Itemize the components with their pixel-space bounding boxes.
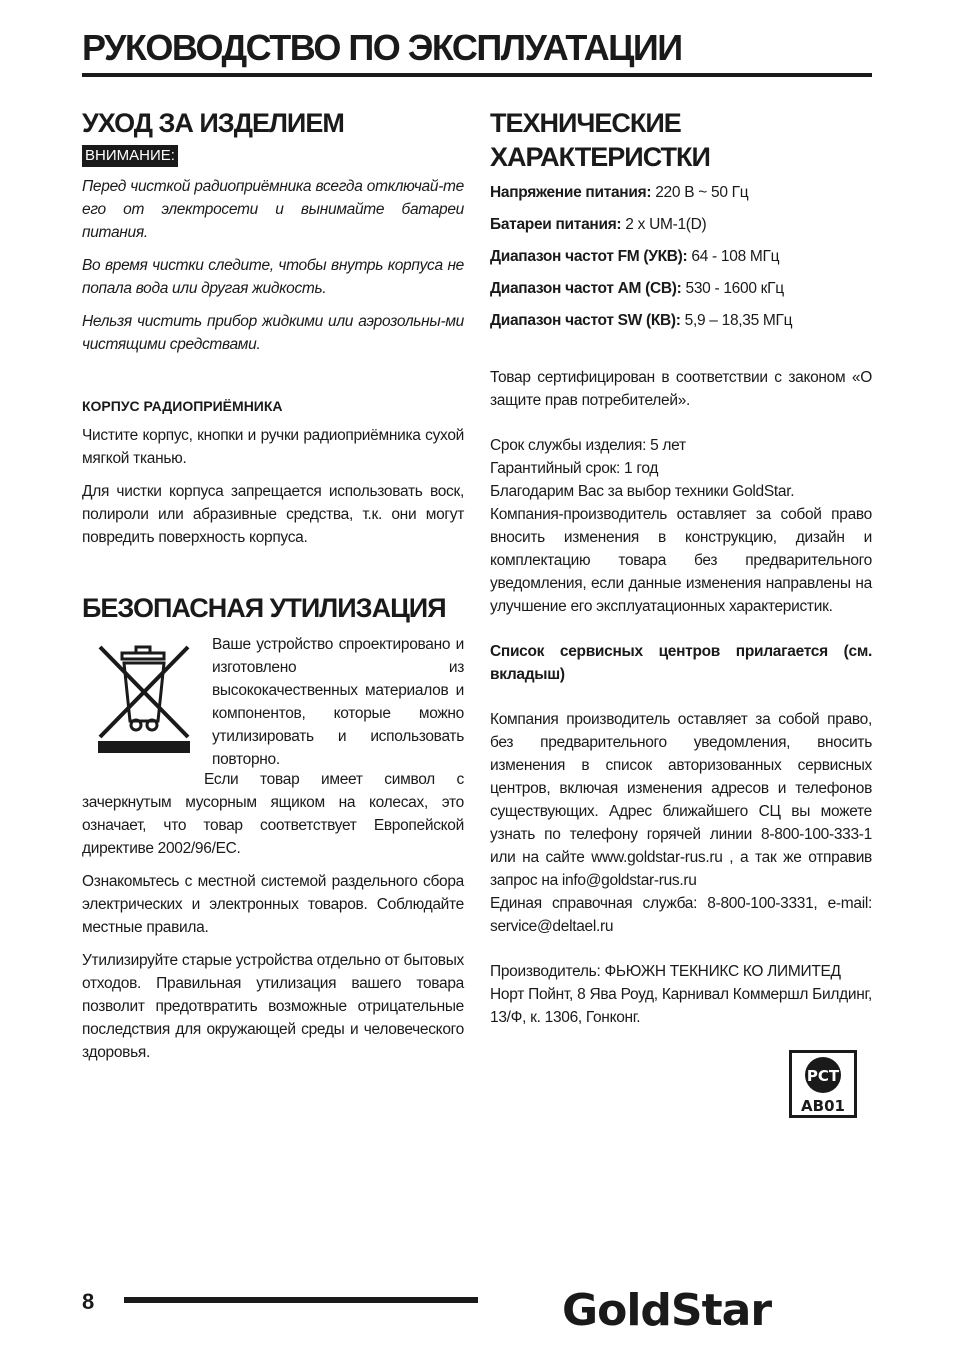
spec-value: 2 x UM-1(D) [621, 216, 707, 233]
care-warning-1: Перед чисткой радиоприёмника всегда отключай-те его от электросети и вынимайте батареи питания. [82, 178, 464, 241]
thanks-text: Благодарим Вас за выбор техники GoldStar. [490, 483, 795, 500]
specs-list [490, 181, 872, 332]
warning-badge: ВНИМАНИЕ: [82, 145, 178, 167]
spec-label: Диапазон частот FM (УКВ): [490, 248, 688, 265]
right-column [490, 106, 872, 1029]
spec-label: Диапазон частот SW (КВ): [490, 312, 681, 329]
care-warning-2: Во время чистки следите, чтобы внутрь корпуса не попала вода или другая жидкость. [82, 257, 464, 297]
spec-value: 5,9 – 18,35 МГц [680, 312, 793, 329]
spec-row [490, 181, 872, 204]
brand-logo: GoldStar [562, 1285, 772, 1336]
housing-heading: КОРПУС РАДИОПРИЁМНИКА [82, 398, 283, 414]
manufacturer-name: Производитель: ФЬЮЖН ТЕКНИКС КО ЛИМИТЕД [490, 963, 841, 980]
spec-label: Диапазон частот AM (СВ): [490, 280, 682, 297]
title-divider [82, 73, 872, 77]
spec-row [490, 309, 872, 332]
specs-heading: ТЕХНИЧЕСКИЕ ХАРАКТЕРИСТКИ [490, 108, 710, 172]
care-warning-3: Нельзя чистить прибор жидкими или аэрозольны-ми чистящими средствами. [82, 313, 464, 353]
page-title: РУКОВОДСТВО ПО ЭКСПЛУАТАЦИИ [82, 27, 682, 68]
certification-mark [789, 1050, 857, 1118]
disposal-intro-block [82, 633, 464, 771]
housing-paragraph-2: Для чистки корпуса запрещается использовать воск, полироли или абразивные средства, т.к. они могут повредить поверхность корпуса. [82, 483, 464, 546]
service-life: Срок службы изделия: 5 лет [490, 437, 686, 454]
service-list-note: Список сервисных центров прилагается (см. вкладыш) [490, 643, 872, 683]
disposal-intro: Ваше устройство спроектировано и изготовлено из высококачественных материалов и компонентов, которые можно утилизировать и использовать повторно. [212, 636, 464, 768]
disposal-paragraph-2: Утилизируйте старые устройства отдельно от бытовых отходов. Правильная утилизация вашего товара позволит предотвратить возможные отрицательные последствия для окружающей среды и человеческого здоровья. [82, 952, 464, 1061]
footer-divider [124, 1297, 478, 1303]
spec-value: 64 - 108 МГц [687, 248, 780, 265]
spec-row [490, 213, 872, 236]
spec-row [490, 277, 872, 300]
changes-notice: Компания-производитель оставляет за собой право вносить изменения в конструкцию, дизайн и комплектацию товара без предварительного уведомления, если данные изменения направлены на улучшение его эксплуатационных характеристик. [490, 506, 872, 615]
service-centers-notice: Компания производитель оставляет за собой право, без предварительного уведомления, вносить изменения в список авторизованных сервисных центров, включая изменения адресов и телефонов существующих. Адрес ближайшего СЦ вы можете узнать по телефону горячей линии 8-800-100-333-1 или на сайте www.goldstar-rus.ru , а так же отправив запрос на info@goldstar-rus.ru [490, 711, 872, 889]
spec-value: 530 - 1600 кГц [681, 280, 784, 297]
left-column [82, 106, 464, 1064]
help-desk: Единая справочная служба: 8-800-100-3331, e-mail: service@deltael.ru [490, 895, 872, 935]
cert-symbol: РСТ [806, 1067, 840, 1085]
manufacturer-address: Норт Пойнт, 8 Ява Роуд, Карнивал Коммершл Билдинг, 13/Ф, к. 1306, Гонконг. [490, 986, 872, 1026]
disposal-heading: БЕЗОПАСНАЯ УТИЛИЗАЦИЯ [82, 593, 446, 623]
care-heading: УХОД ЗА ИЗДЕЛИЕМ [82, 108, 344, 138]
cert-code: АВ01 [801, 1097, 845, 1115]
spec-value: 220 В ~ 50 Гц [651, 184, 749, 201]
disposal-paragraph-1: Ознакомьтесь с местной системой раздельного сбора электрических и электронных товаров. Соблюдайте местные правила. [82, 873, 464, 936]
certification-text: Товар сертифицирован в соответствии с законом «О защите прав потребителей». [490, 369, 872, 409]
warranty-period: Гарантийный срок: 1 год [490, 460, 659, 477]
spec-row [490, 245, 872, 268]
spec-label: Батареи питания: [490, 216, 622, 233]
housing-paragraph-1: Чистите корпус, кнопки и ручки радиоприёмника сухой мягкой тканью. [82, 427, 464, 467]
page-number: 8 [82, 1289, 95, 1314]
crossed-bin-icon [92, 637, 196, 755]
disposal-symbol-text: Если товар имеет символ с зачеркнутым мусорным ящиком на колесах, это означает, что товар соответствует Европейской директиве 2002/96/EC. [82, 771, 464, 857]
spec-label: Напряжение питания: [490, 184, 652, 201]
